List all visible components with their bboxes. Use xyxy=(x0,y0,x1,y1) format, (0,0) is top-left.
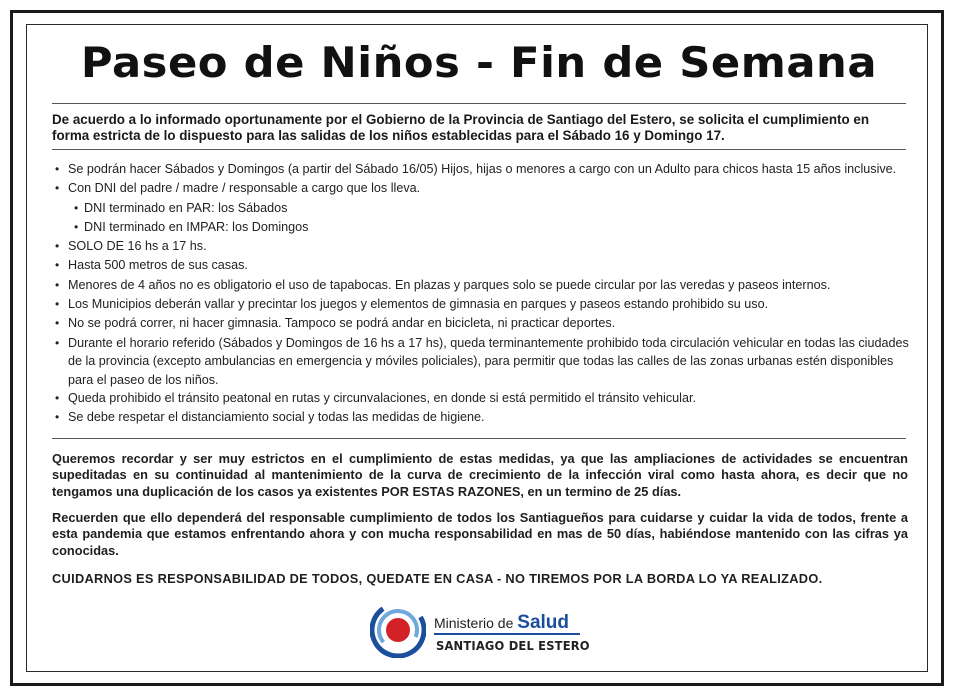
rule-item xyxy=(52,314,912,333)
ministerio-salud-emblem-icon xyxy=(370,602,426,658)
reminder-paragraph: Queremos recordar y ser muy estrictos en el cumplimiento de estas medidas, ya que las ampliaciones de actividades se encuentran supeditadas en su continuidad al mantenimiento de la curva de crecimiento de la infección viral como hasta ahora, es decir que no tengamos una duplicación de los casos ya existentes POR ESTAS RAZONES, en un termino de 25 días. xyxy=(52,451,908,499)
rules-list xyxy=(52,160,912,428)
rule-text: Hasta 500 metros de sus casas. xyxy=(68,258,248,273)
bullet-icon: • xyxy=(55,258,60,273)
rule-subitem xyxy=(52,199,912,218)
rule-item xyxy=(52,389,912,408)
rule-text: DNI terminado en IMPAR: los Domingos xyxy=(84,219,309,234)
bullet-icon: • xyxy=(74,219,79,234)
bullet-icon: • xyxy=(55,277,60,292)
rule-text: Durante el horario referido (Sábados y Domingos de 16 hs a 17 hs), queda terminantemente prohibido toda circulación vehicular en todas las ciudades de la provincia (excepto ambulancias en emergencia y móviles policiales), para permitir que todas las calles de las zonas urbanas estén disponibles para el paseo de los niños. xyxy=(68,335,909,387)
rule-item xyxy=(52,256,912,275)
closing-slogan: CUIDARNOS ES RESPONSABILIDAD DE TODOS, QUEDATE EN CASA - NO TIREMOS POR LA BORDA LO YA REALIZADO. xyxy=(52,571,823,586)
rule-item xyxy=(52,295,912,314)
logo-province-text: SANTIAGO DEL ESTERO xyxy=(436,638,590,653)
logo-ministerio-label: Ministerio de xyxy=(434,615,518,631)
bullet-icon: • xyxy=(55,297,60,312)
ministerio-salud-logo xyxy=(370,602,590,662)
rule-text: Se debe respetar el distanciamiento social y todas las medidas de higiene. xyxy=(68,410,485,425)
bullet-icon: • xyxy=(55,335,60,350)
bullet-icon: • xyxy=(74,200,79,215)
rule-text: Queda prohibido el tránsito peatonal en rutas y circunvalaciones, en donde si está permitido el tránsito vehicular. xyxy=(68,391,696,406)
rule-text: Con DNI del padre / madre / responsable a cargo que los lleva. xyxy=(68,181,421,196)
rule-item xyxy=(52,160,912,179)
bullet-icon: • xyxy=(55,239,60,254)
bullet-icon: • xyxy=(55,181,60,196)
rule-text: Los Municipios deberán vallar y precintar los juegos y elementos de gimnasia en parques y paseos estando prohibido su uso. xyxy=(68,297,769,312)
bullet-icon: • xyxy=(55,162,60,176)
rule-text: DNI terminado en PAR: los Sábados xyxy=(84,200,288,215)
intro-paragraph: De acuerdo a lo informado oportunamente por el Gobierno de la Provincia de Santiago del Estero, se solicita el cumplimiento en forma estricta de lo dispuesto para las salidas de los niños establecidas para el Sábado 16 y Domingo 17. xyxy=(52,112,869,143)
logo-ministerio-text xyxy=(434,612,569,634)
divider-bottom xyxy=(52,438,906,439)
logo-salud-text: Salud xyxy=(517,612,569,633)
rule-text: Menores de 4 años no es obligatorio el uso de tapabocas. En plazas y parques solo se puede circular por las veredas y paseos internos. xyxy=(68,277,831,292)
divider-intro xyxy=(52,149,906,150)
responsibility-paragraph: Recuerden que ello dependerá del responsable cumplimiento de todos los Santiagueños para cuidarse y cuidar la vida de todos, frente a esta pandemia que estamos enfrentando ahora y con mucha responsabilidad en mas de 50 días, habiéndose mantenido con las cifras ya conocidas. xyxy=(52,510,908,558)
bullet-icon: • xyxy=(55,391,60,406)
rule-item xyxy=(52,334,912,390)
rule-text: SOLO DE 16 hs a 17 hs. xyxy=(68,239,207,254)
rule-item xyxy=(52,276,912,295)
bullet-icon: • xyxy=(55,316,60,331)
logo-underline xyxy=(434,633,580,635)
page-title: Paseo de Niños - Fin de Semana xyxy=(80,38,878,87)
rule-subitem xyxy=(52,218,912,237)
rule-item xyxy=(52,237,912,256)
rule-item xyxy=(52,408,912,427)
rule-text: Se podrán hacer Sábados y Domingos (a partir del Sábado 16/05) Hijos, hijas o menores a cargo con un Adulto para chicos hasta 15 años inclusive. xyxy=(68,162,897,176)
divider-top xyxy=(52,103,906,104)
rule-text: No se podrá correr, ni hacer gimnasia. Tampoco se podrá andar en bicicleta, ni practicar deportes. xyxy=(68,316,616,331)
bullet-icon: • xyxy=(55,410,60,425)
rule-item xyxy=(52,179,912,198)
